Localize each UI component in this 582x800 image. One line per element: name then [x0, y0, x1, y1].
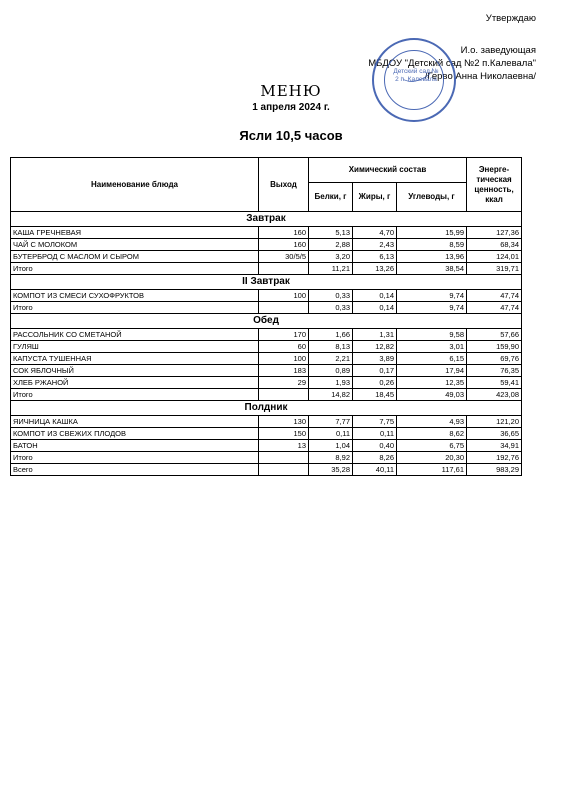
cell-name: БУТЕРБРОД С МАСЛОМ И СЫРОМ: [11, 251, 259, 263]
total-row: [11, 302, 522, 314]
section-title: Завтрак: [11, 212, 522, 227]
cell-b: 2,21: [309, 353, 353, 365]
cell-out: 150: [259, 428, 309, 440]
cell-e: 57,66: [467, 329, 522, 341]
cell-out: 13: [259, 440, 309, 452]
cell-name: ЧАЙ С МОЛОКОМ: [11, 239, 259, 251]
cell-b: 5,13: [309, 227, 353, 239]
cell-name: ГУЛЯШ: [11, 341, 259, 353]
cell-e: 127,36: [467, 227, 522, 239]
cell-name: КОМПОТ ИЗ СВЕЖИХ ПЛОДОВ: [11, 428, 259, 440]
cell-b: 8,92: [309, 452, 353, 464]
cell-out: 183: [259, 365, 309, 377]
cell-b: 1,66: [309, 329, 353, 341]
cell-f: 0,14: [353, 302, 397, 314]
cell-e: 121,20: [467, 416, 522, 428]
table-row: [11, 290, 522, 302]
cell-b: 3,20: [309, 251, 353, 263]
total-row: [11, 389, 522, 401]
cell-u: 9,74: [397, 290, 467, 302]
cell-out: [259, 263, 309, 275]
table-row: [11, 440, 522, 452]
approver-name: /Гервo Анна Николаевна/: [424, 71, 536, 82]
cell-e: 192,76: [467, 452, 522, 464]
cell-f: 6,13: [353, 251, 397, 263]
cell-f: 18,45: [353, 389, 397, 401]
table-row: [11, 227, 522, 239]
cell-out: [259, 452, 309, 464]
cell-f: 0,40: [353, 440, 397, 452]
col-energy: Энерге-тическая ценность, ккал: [467, 158, 522, 212]
table-row: [11, 416, 522, 428]
cell-b: 0,33: [309, 302, 353, 314]
cell-u: 49,03: [397, 389, 467, 401]
cell-u: 9,58: [397, 329, 467, 341]
cell-out: 100: [259, 290, 309, 302]
cell-e: 69,76: [467, 353, 522, 365]
cell-name: КАПУСТА ТУШЕННАЯ: [11, 353, 259, 365]
cell-f: 13,26: [353, 263, 397, 275]
cell-u: 8,62: [397, 428, 467, 440]
cell-name: ЯИЧНИЦА КАШКА: [11, 416, 259, 428]
cell-b: 1,93: [309, 377, 353, 389]
cell-e: 59,41: [467, 377, 522, 389]
stamp-text: Детский сад № 2 п. Калевала: [393, 68, 439, 83]
cell-u: 17,94: [397, 365, 467, 377]
cell-f: 0,17: [353, 365, 397, 377]
cell-u: 20,30: [397, 452, 467, 464]
cell-b: 7,77: [309, 416, 353, 428]
cell-name: Всего: [11, 464, 259, 476]
cell-f: 3,89: [353, 353, 397, 365]
cell-name: РАССОЛЬНИК СО СМЕТАНОЙ: [11, 329, 259, 341]
cell-u: 6,75: [397, 440, 467, 452]
cell-e: 124,01: [467, 251, 522, 263]
col-dish-name: Наименование блюда: [11, 158, 259, 212]
menu-body: [11, 212, 522, 476]
cell-f: 0,14: [353, 290, 397, 302]
cell-name: ХЛЕБ РЖАНОЙ: [11, 377, 259, 389]
total-row: [11, 263, 522, 275]
cell-e: 68,34: [467, 239, 522, 251]
cell-e: 423,08: [467, 389, 522, 401]
col-output: Выход: [259, 158, 309, 212]
cell-b: 14,82: [309, 389, 353, 401]
cell-name: КАША ГРЕЧНЕВАЯ: [11, 227, 259, 239]
table-row: [11, 353, 522, 365]
cell-f: 7,75: [353, 416, 397, 428]
cell-f: 2,43: [353, 239, 397, 251]
cell-e: 76,35: [467, 365, 522, 377]
cell-b: 0,89: [309, 365, 353, 377]
table-row: [11, 341, 522, 353]
table-row: [11, 251, 522, 263]
cell-f: 40,11: [353, 464, 397, 476]
cell-b: 0,11: [309, 428, 353, 440]
cell-f: 1,31: [353, 329, 397, 341]
cell-f: 8,26: [353, 452, 397, 464]
cell-out: 160: [259, 239, 309, 251]
cell-out: [259, 389, 309, 401]
cell-out: 170: [259, 329, 309, 341]
cell-u: 6,15: [397, 353, 467, 365]
cell-b: 35,28: [309, 464, 353, 476]
cell-b: 2,88: [309, 239, 353, 251]
table-row: [11, 377, 522, 389]
section-header: [11, 212, 522, 227]
approver-org: МБДОУ "Детский сад №2 п.Калевала": [368, 58, 536, 69]
document-title: МЕНЮ: [260, 82, 322, 100]
cell-e: 36,65: [467, 428, 522, 440]
cell-name: БАТОН: [11, 440, 259, 452]
cell-e: 983,29: [467, 464, 522, 476]
section-title: Полдник: [11, 401, 522, 416]
cell-f: 4,70: [353, 227, 397, 239]
section-title: Обед: [11, 314, 522, 329]
section-header: [11, 275, 522, 290]
table-row: [11, 239, 522, 251]
approver-position: И.о. заведующая: [460, 45, 536, 56]
table-row: [11, 428, 522, 440]
cell-e: 319,71: [467, 263, 522, 275]
cell-e: 47,74: [467, 290, 522, 302]
cell-b: 0,33: [309, 290, 353, 302]
cell-f: 12,82: [353, 341, 397, 353]
table-row: [11, 329, 522, 341]
cell-f: 0,26: [353, 377, 397, 389]
table-row: [11, 365, 522, 377]
cell-u: 117,61: [397, 464, 467, 476]
cell-e: 47,74: [467, 302, 522, 314]
approve-label: Утверждаю: [485, 13, 536, 24]
cell-out: 100: [259, 353, 309, 365]
cell-out: [259, 302, 309, 314]
cell-u: 38,54: [397, 263, 467, 275]
cell-name: КОМПОТ ИЗ СМЕСИ СУХОФРУКТОВ: [11, 290, 259, 302]
cell-b: 8,13: [309, 341, 353, 353]
cell-f: 0,11: [353, 428, 397, 440]
cell-e: 159,90: [467, 341, 522, 353]
section-header: [11, 314, 522, 329]
cell-u: 4,93: [397, 416, 467, 428]
cell-u: 13,96: [397, 251, 467, 263]
cell-b: 11,21: [309, 263, 353, 275]
col-carb: Углеводы, г: [397, 183, 467, 212]
cell-out: 130: [259, 416, 309, 428]
cell-u: 9,74: [397, 302, 467, 314]
cell-u: 15,99: [397, 227, 467, 239]
cell-out: 30/5/5: [259, 251, 309, 263]
cell-u: 8,59: [397, 239, 467, 251]
menu-table: [10, 157, 522, 476]
section-title: II Завтрак: [11, 275, 522, 290]
cell-u: 12,35: [397, 377, 467, 389]
col-protein: Белки, г: [309, 183, 353, 212]
cell-name: Итого: [11, 452, 259, 464]
cell-b: 1,04: [309, 440, 353, 452]
cell-name: Итого: [11, 389, 259, 401]
grand-total-row: [11, 464, 522, 476]
cell-e: 34,91: [467, 440, 522, 452]
cell-name: Итого: [11, 302, 259, 314]
col-chemical: Химический состав: [309, 158, 467, 183]
cell-out: 160: [259, 227, 309, 239]
total-row: [11, 452, 522, 464]
menu-date: 1 апреля 2024 г.: [252, 102, 330, 113]
cell-u: 3,01: [397, 341, 467, 353]
section-header: [11, 401, 522, 416]
col-fat: Жиры, г: [353, 183, 397, 212]
cell-name: Итого: [11, 263, 259, 275]
cell-out: 60: [259, 341, 309, 353]
cell-out: [259, 464, 309, 476]
cell-out: 29: [259, 377, 309, 389]
cell-name: СОК ЯБЛОЧНЫЙ: [11, 365, 259, 377]
group-label: Ясли 10,5 часов: [239, 128, 343, 143]
